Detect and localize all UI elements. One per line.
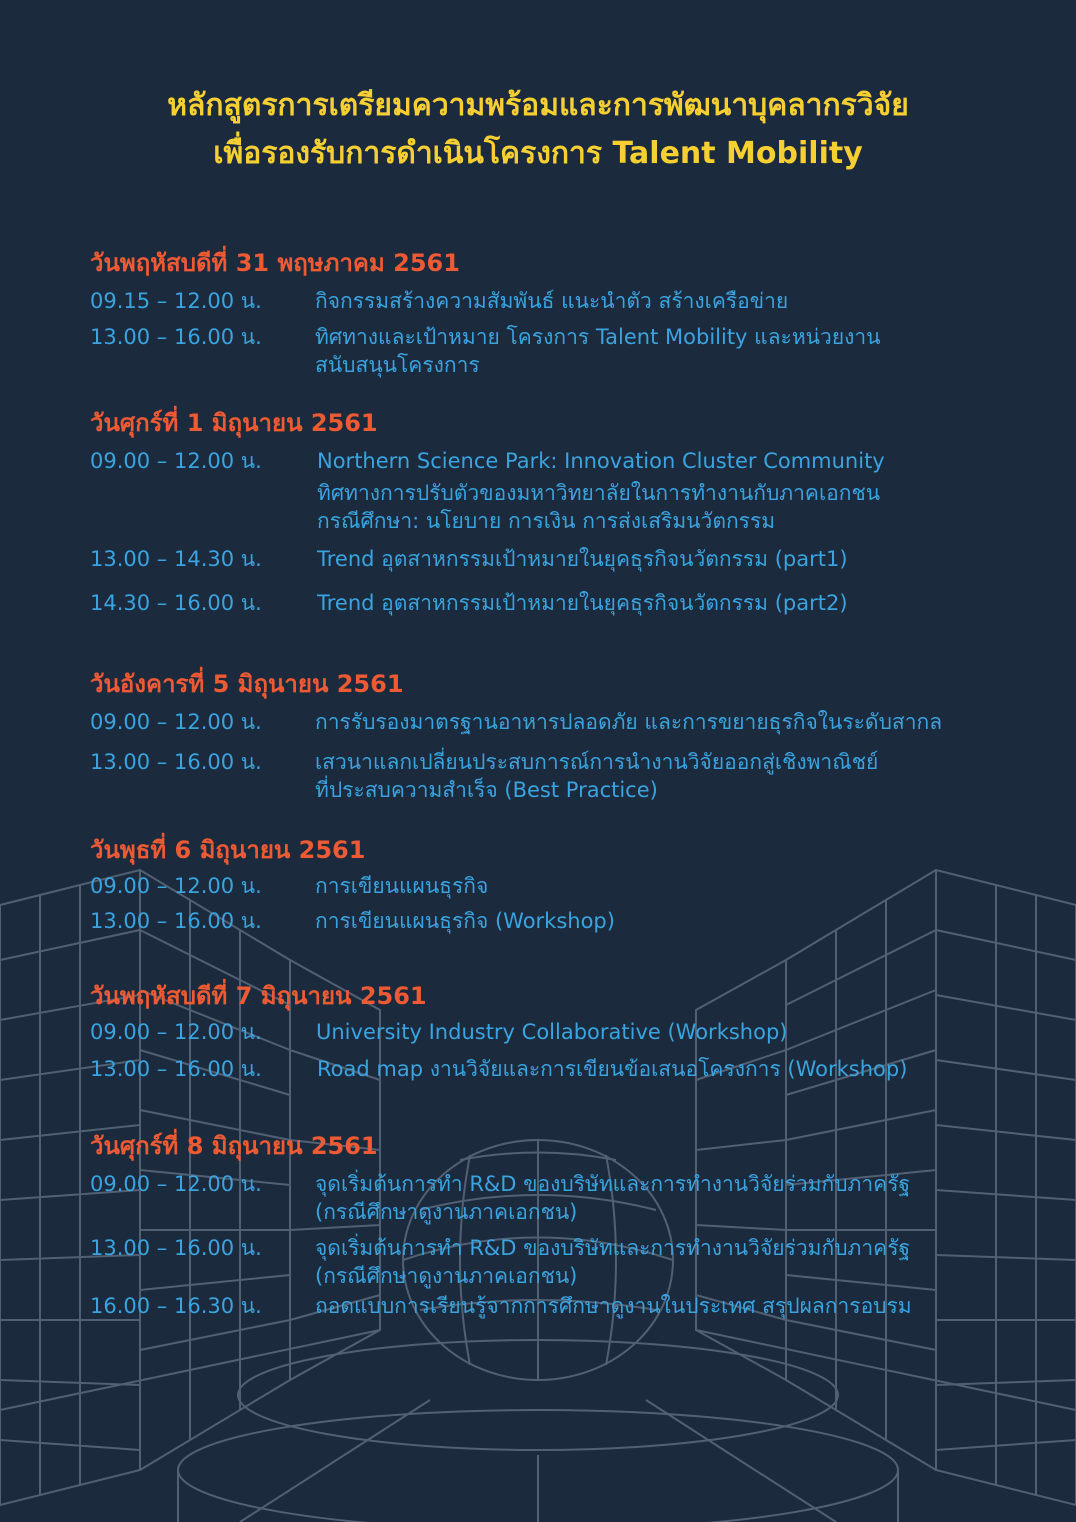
page-title: [0, 82, 1076, 178]
session-time: 09.00 – 12.00 น.: [90, 874, 262, 898]
day-heading: วันพฤหัสบดีที่ 7 มิถุนายน 2561: [90, 982, 427, 1010]
title-line-2: เพื่อรองรับการดำเนินโครงการ Talent Mobility: [213, 136, 863, 171]
session-description: เสวนาแลกเปลี่ยนประสบการณ์การนำงานวิจัยออกสู่เชิงพาณิชย์ ที่ประสบความสำเร็จ (Best Practice): [315, 750, 879, 802]
title-line-1: หลักสูตรการเตรียมความพร้อมและการพัฒนาบุคลากรวิจัย: [167, 88, 909, 123]
session-description: University Industry Collaborative (Workshop): [316, 1020, 788, 1044]
session-time: 13.00 – 16.00 น.: [90, 1236, 262, 1260]
session-description: กิจกรรมสร้างความสัมพันธ์ แนะนำตัว สร้างเครือข่าย: [315, 289, 789, 313]
session-time: 09.00 – 12.00 น.: [90, 1020, 262, 1044]
day-heading: วันศุกร์ที่ 8 มิถุนายน 2561: [90, 1132, 378, 1160]
session-time: 09.00 – 12.00 น.: [90, 710, 262, 734]
session-time: 13.00 – 16.00 น.: [90, 325, 262, 349]
session-description: ถอดแบบการเรียนรู้จากการศึกษาดูงานในประเทศ สรุปผลการอบรม: [315, 1294, 912, 1318]
day-heading: วันพุธที่ 6 มิถุนายน 2561: [90, 836, 366, 864]
session-time: 14.30 – 16.00 น.: [90, 591, 262, 615]
session-time: 13.00 – 16.00 น.: [90, 750, 262, 774]
day-heading: วันอังคารที่ 5 มิถุนายน 2561: [90, 670, 404, 698]
session-time: 09.15 – 12.00 น.: [90, 289, 262, 313]
session-time: 13.00 – 16.00 น.: [90, 909, 262, 933]
session-description: Road map งานวิจัยและการเขียนข้อเสนอโครงการ (Workshop): [317, 1057, 908, 1081]
session-description: Northern Science Park: Innovation Cluster Community ทิศทางการปรับตัวของมหาวิทยาลัยในการทำงานกับภาคเอกชน กรณีศึกษา: นโยบาย การเงิน การส่งเสริมนวัตกรรม: [317, 449, 885, 533]
session-time: 09.00 – 12.00 น.: [90, 449, 262, 473]
day-heading: วันศุกร์ที่ 1 มิถุนายน 2561: [90, 409, 378, 437]
session-description: การรับรองมาตรฐานอาหารปลอดภัย และการขยายธุรกิจในระดับสากล: [315, 710, 943, 734]
session-description: ทิศทางและเป้าหมาย โครงการ Talent Mobility และหน่วยงาน สนับสนุนโครงการ: [315, 325, 881, 377]
session-description: Trend อุตสาหกรรมเป้าหมายในยุคธุรกิจนวัตกรรม (part2): [317, 591, 848, 615]
session-description: จุดเริ่มต้นการทำ R&D ของบริษัทและการทำงานวิจัยร่วมกับภาครัฐ (กรณีศึกษาดูงานภาคเอกชน): [315, 1236, 911, 1288]
session-time: 09.00 – 12.00 น.: [90, 1172, 262, 1196]
session-description: การเขียนแผนธุรกิจ (Workshop): [315, 909, 615, 933]
day-heading: วันพฤหัสบดีที่ 31 พฤษภาคม 2561: [90, 249, 460, 277]
session-time: 16.00 – 16.30 น.: [90, 1294, 262, 1318]
session-description: การเขียนแผนธุรกิจ: [315, 874, 489, 898]
session-time: 13.00 – 16.00 น.: [90, 1057, 262, 1081]
session-description: จุดเริ่มต้นการทำ R&D ของบริษัทและการทำงานวิจัยร่วมกับภาครัฐ (กรณีศึกษาดูงานภาคเอกชน): [315, 1172, 911, 1224]
session-time: 13.00 – 14.30 น.: [90, 547, 262, 571]
session-description: Trend อุตสาหกรรมเป้าหมายในยุคธุรกิจนวัตกรรม (part1): [317, 547, 848, 571]
